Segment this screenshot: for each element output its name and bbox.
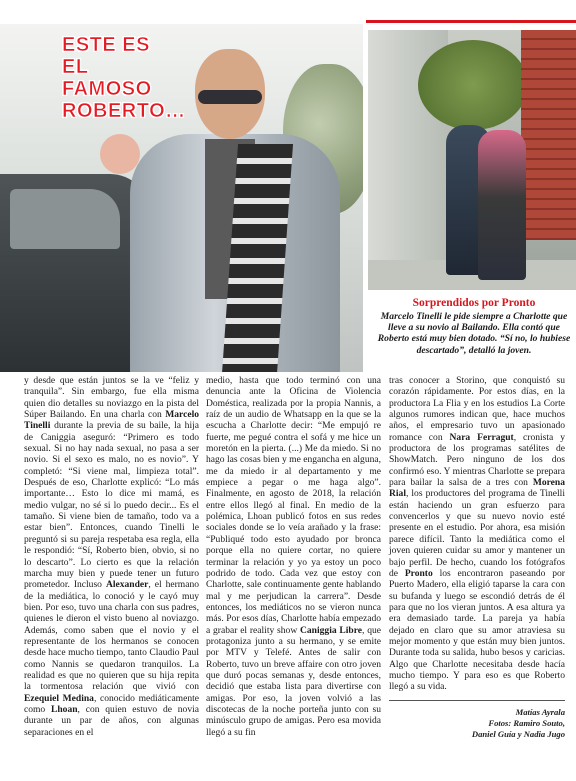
article-text: durante la previa de su baile, la hija de Caniggia aseguró: “Primero es todo sexual. Si no hay nada sexual, no pasa a ser novio. Si el sexo es malo, no es novio”. Y completó: “Si viene mal, limpieza total”. Después de eso, Charlotte explicó: “Lo más importante… Esto lo dice mi mamá, es medio vulgar, no sé si lo puedo decir... Es el tamaño. Si viene bien de tamaño, todo va a estar bien”. Entonces, cuando Tinelli le preguntó si su pareja respetaba esa regla, ella le respondió: “Sí, Roberto bien, obvio, si no lo descarto”. Lo cierto es que la relación marcha muy bien y puede tener un futuro prometedor. Incluso [24,420,199,591]
side-photo-couple [368,30,576,290]
credits-photos-2: Daniel Guía y Nadia Jugo [471,729,565,739]
article-text: y desde que están juntos se la ve “feliz y tranquila”. Sin embargo, fue ella misma quien dio detalles su noviazgo en la pista del Súper Bailando. En una charla con [24,375,199,421]
article-text: , el hermano de la mediática, lo conoció y le cayó muy bien. Por eso, tuvo una charla con sus padres, quienes le dieron el visto bueno al noviazgo. Además, como saben que el novio y el representante de los hermanos se conocen desde hace mucho tiempo, tanto Claudio Paul como Nannis se quedaron tranquilos. La realidad es que no quieren que su hija repita la tormentosa relación que vivió con [24,579,200,693]
sunglasses [198,90,262,104]
article-column-2 [206,375,381,738]
article-name-highlight: Pronto [404,567,433,579]
hand-on-shoulder [100,134,140,174]
article-name-highlight: Morena Rial [389,477,565,500]
article-text: , con quien estuvo de novia durante un par de años, con algunas separaciones en el [24,703,199,738]
photo-caption [372,297,576,356]
article-text: , cronista y productora de los programas satélites de ShowMatch. Pero ninguno de los dos confirmó eso. Y mientras Charlotte se prepara para bailar la salsa de a tres con [389,431,565,489]
article-text: tras conocer a Storino, que conquistó su corazón rápidamente. Por estos días, en la productora La Flia y en los estudios La Corte algunos rumores indican que, hace muchos años, el empresario tuvo un apasionado romance con [389,375,565,443]
photo-car-window [10,189,120,249]
article-text: , los productores del programa de Tinelli están haciendo un gran esfuerzo para convencerlos y que su nuevo novio esté presente en el estudio. Por ahora, esa misión parece difícil. Tanto la mediática como el joven quieren cuidar su amor y mantener un bajo perfil. De hecho, cuando los fotógrafos de [389,488,565,579]
article-text: , conocido mediáticamente como [24,692,200,715]
photo-bush [418,40,528,130]
main-photo-roberto [0,24,363,372]
article-name-highlight: Alexander [105,579,149,591]
article-name-highlight: Caniggia Libre [300,624,363,636]
credits-divider [389,700,565,701]
credits-author: Matías Ayrala [515,707,565,717]
article-text: medio, hasta que todo terminó con una denuncia ante la Oficina de Violencia Doméstica, realizada por la propia Nannis, a raíz de un audio de Whatsapp en la que se la escucha a Charlotte decir: “Me empujó re fuerte, me pegué contra el sofá y me hice un moretón en la pierta. (...) Me da miedo. Si no hago las cosas bien y me engancha en alguna, me da miedo ir al departamento y me empiece a pegar o me haga algo”. Finalmente, en agosto de 2018, la relación entre ellos llegó al final. En medio de la polémica, Lhoan publicó fotos en sus redes sociales donde se lo veía arañado y la frase: “Publiqué todo esto ayudado por bronca porque ella no quiere cortar, no quiere terminar la relación y yo ya estoy un poco podrido de todo. Cada vez que estoy con Charlotte, sale continuamente gente hablando mal y me perjudican la carrera”. Desde entonces, los mediáticos no se vieron nunca más. Por esos días, Charlotte había empezado a grabar el reality show [206,375,381,636]
photo-woman-back [478,130,526,280]
headline-line-2: FAMOSO [62,78,152,100]
credits [389,700,565,740]
article-name-highlight: Ezequiel Medina [24,692,94,704]
article-name-highlight: Nara Ferragut [449,431,514,443]
article-text: , que protagoniza junto a su hermano, y se emite por MTV y Telefé. Antes de salir con Roberto, tuvo un breve affaire con otro joven que duró pocas semanas y, desde entonces, decidió que estaba lista para divertirse con amigas. Por eso, la joven volvió a las discotecas de la noche porteña junto con su minúsculo grupo de amigas. Pero esa movida llegó a su fin [206,624,382,738]
article-column-1 [24,375,199,738]
top-accent-rule [366,20,576,23]
article-name-highlight: Lhoan [51,703,78,715]
article-name-highlight: Marcelo Tinelli [24,409,199,432]
caption-title: Sorprendidos por Pronto [412,297,536,309]
article-text: los encontraron paseando por Puerto Madero, ella eligió taparse la cara con su bufanda y luego se escondió detrás de él para que no los vieran juntos. A esa altura ya era demasiado tarde. La pareja ya había dejado en claro que su amor atraviesa su mejor momento y que están muy bien juntos. Durante toda su salida, hubo besos y caricias. Algo que Charlotte necesitaba desde hacía mucho tiempo. Y para eso es que Roberto llegó a su vida. [389,567,565,693]
photo-brick-wall [521,30,576,240]
headline-line-3: ROBERTO… [62,100,186,122]
headline-line-1: ESTE ES EL [62,34,150,78]
caption-text: Marcelo Tinelli le pide siempre a Charlotte que lleve a su novio al Bailando. Ella contó que Roberto está muy bien dotado. “Sí no, lo hubiese descartado”, detalló la joven. [377,311,571,356]
headline [62,34,186,122]
credits-photos-1: Fotos: Ramiro Souto, [488,718,565,728]
article-column-3 [389,375,565,693]
